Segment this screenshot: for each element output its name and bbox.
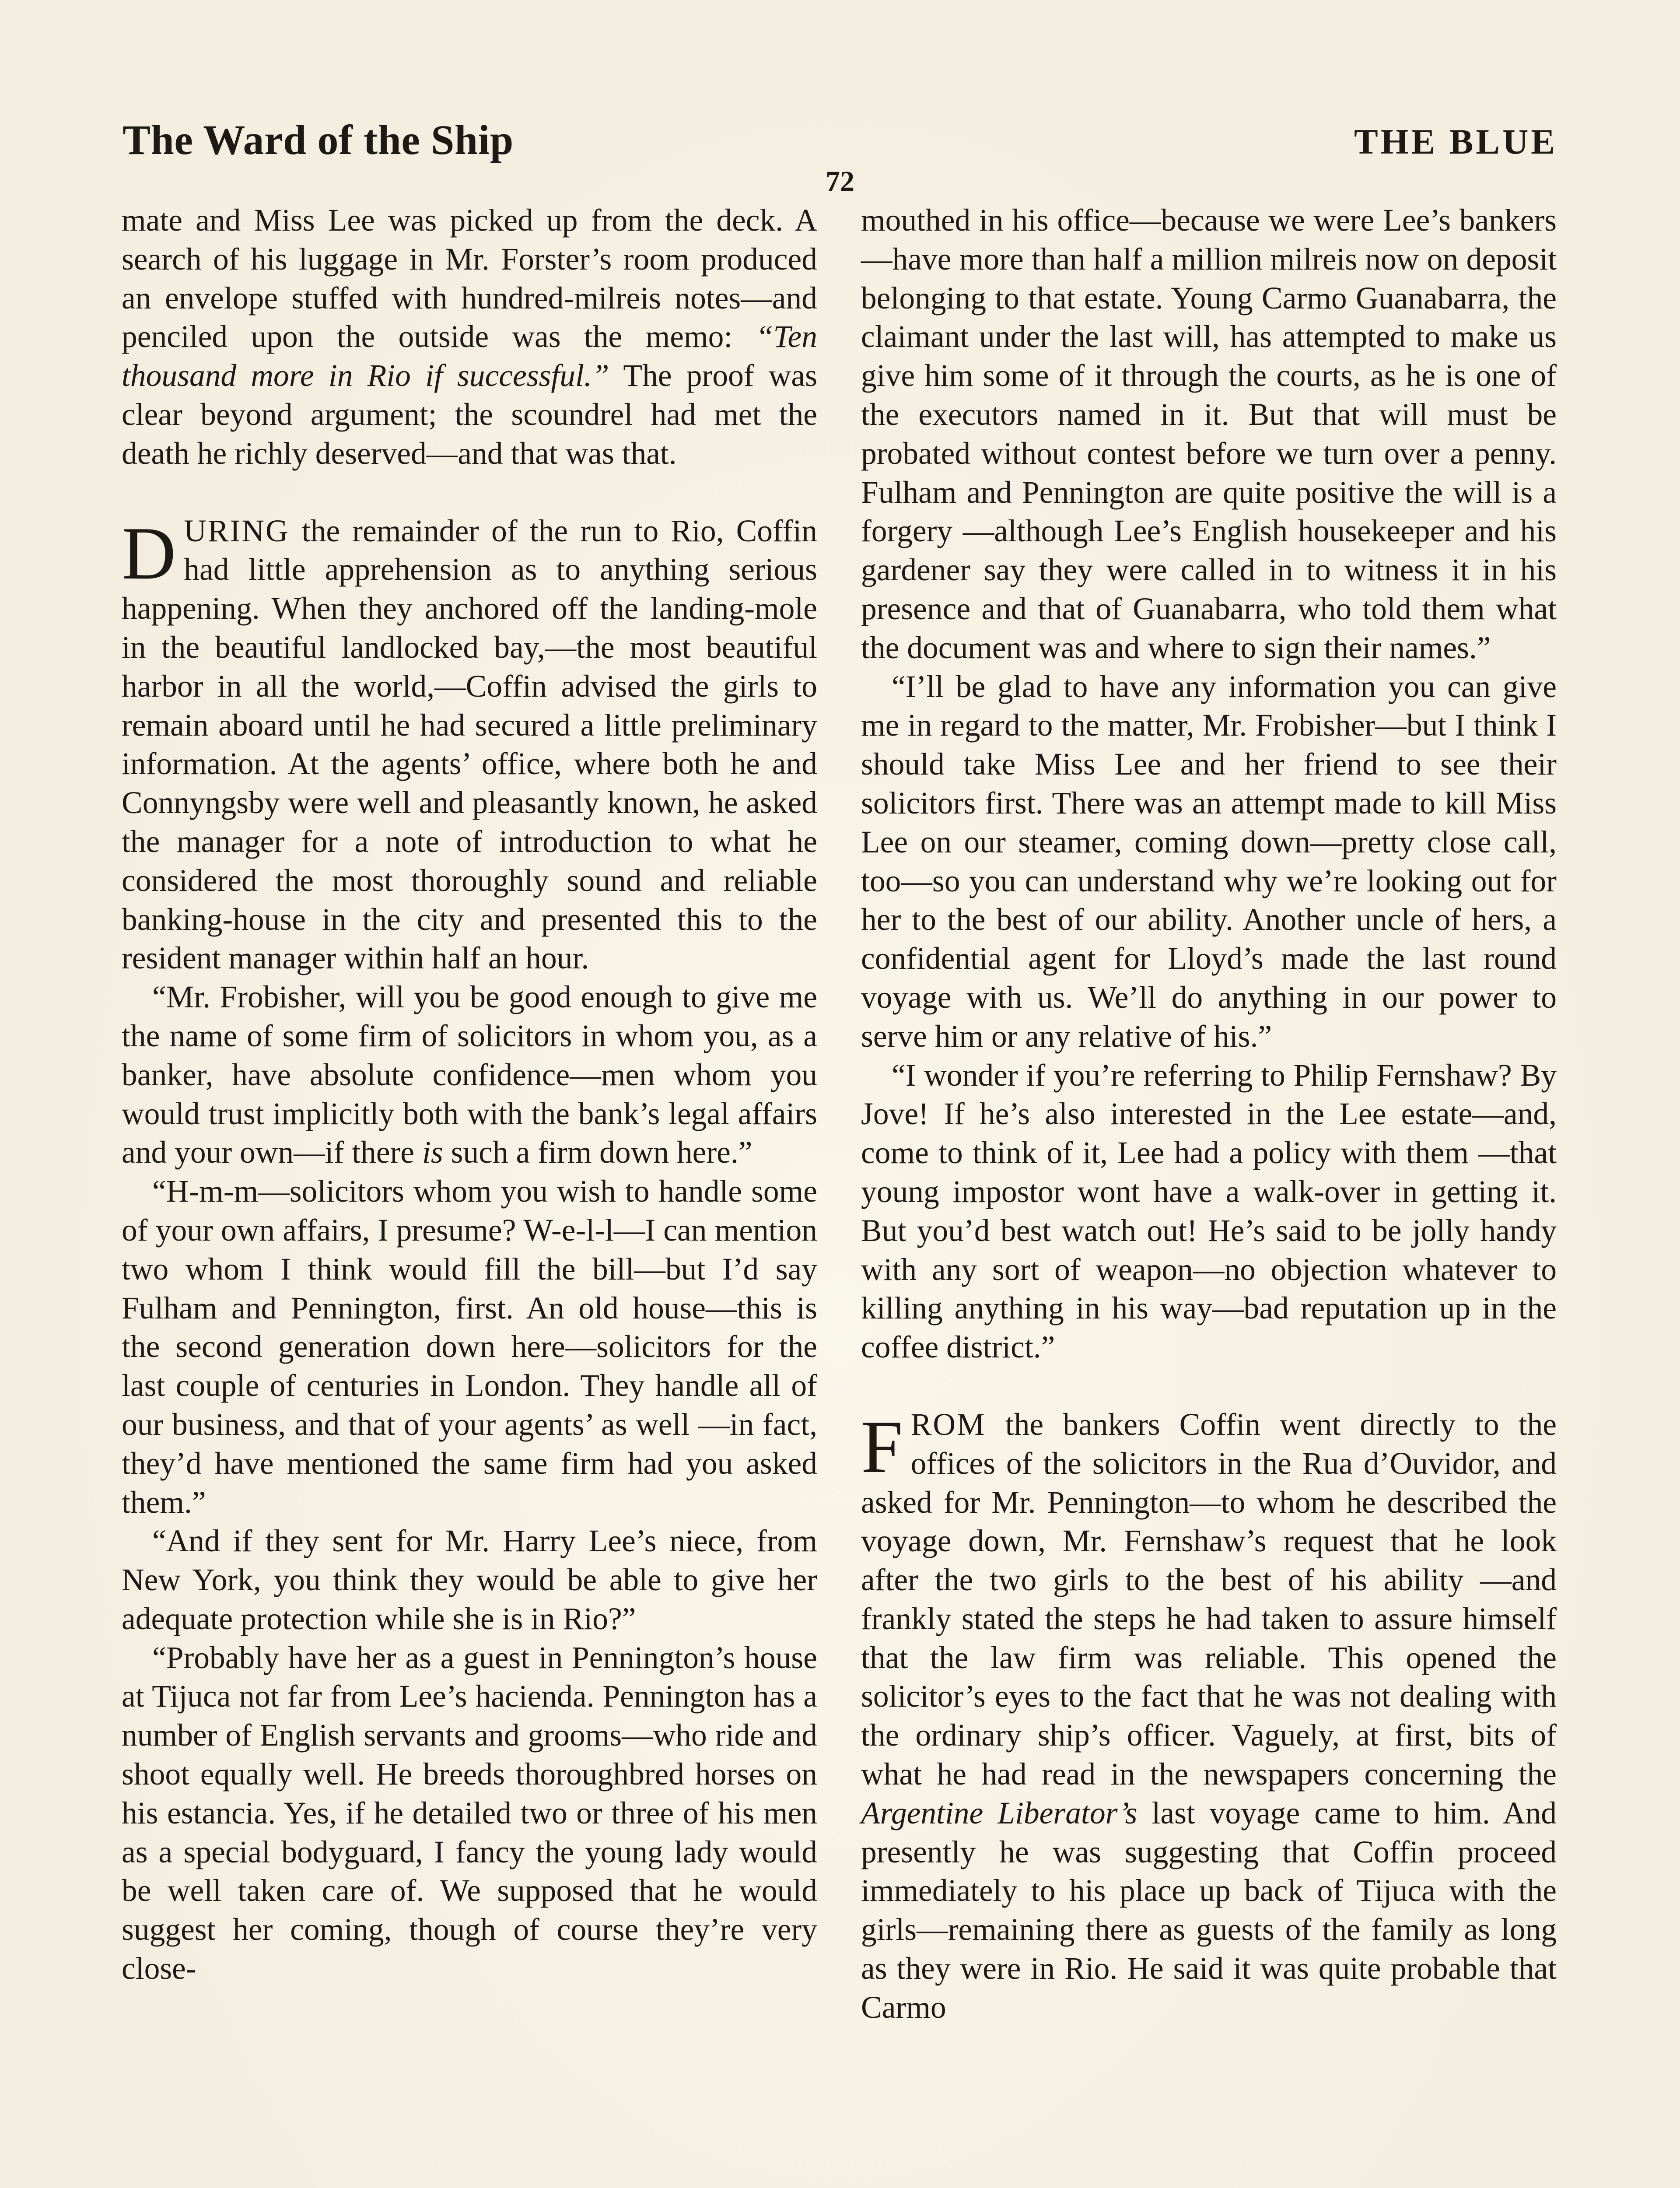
left-column bbox=[122, 201, 817, 1988]
paragraph: mouthed in his office—because we were Lee’s bankers—have more than half a million milreis now on deposit belonging to that estate. Young Carmo Guanabarra, the claimant under the last will, has attempted to make us give him some of it through the courts, as he is one of the executors named in it. But that will must be probated without contest before we turn over a penny. Fulham and Pennington are quite positive the will is a forgery —although Lee’s English housekeeper and his gardener say they were called in to witness it in his presence and that of Guanabarra, who told them what the document was and where to sign their names.” bbox=[861, 203, 1557, 665]
running-head bbox=[122, 112, 1558, 168]
paragraph-text: The proof was clear beyond argument; the scoundrel had met the death he richly deserved—and that was that. bbox=[122, 358, 817, 471]
paragraph-text: “Mr. Frobisher, will you be good enough to give me the name of some firm of solicitors in whom you, as a banker, have absolute confidence—men whom you would trust implicitly both with the bank’s legal affairs and your own—if there bbox=[122, 980, 817, 1170]
paragraph: “And if they sent for Mr. Harry Lee’s niece, from New York, you think they would be able to give her adequate protection while she is in Rio?” bbox=[122, 1524, 817, 1636]
paragraph-text: such a firm down here.” bbox=[451, 1135, 752, 1170]
paragraph bbox=[122, 978, 817, 1172]
magazine-title: THE BLUE bbox=[1354, 122, 1558, 161]
drop-cap: F bbox=[861, 1405, 903, 1489]
paragraph-text: the bankers Coffin went directly to the offices of the solicitors in the Rua d’Ouvidor, and asked for Mr. Pennington—to whom he described the voyage down, Mr. Fernshaw’s request that he look after the two girls to the best of his ability —and frankly stated the steps he had taken to assure himself that the law firm was reliable. This opened the solicitor’s eyes to the fact that he was not dealing with the ordinary ship’s officer. Vaguely, at first, bits of what he had read in the newspapers concerning the bbox=[861, 1407, 1557, 1792]
memo-text: “Ten thousand more in Rio if successful.” bbox=[122, 319, 818, 393]
right-column bbox=[861, 201, 1557, 2027]
paragraph: “Probably have her as a guest in Pennington’s house at Tijuca not far from Lee’s hacienda. Pennington has a number of English servants and grooms—who ride and shoot equally well. He breeds thoroughbred horses on his estancia. Yes, if he detailed two or three of his men as a special bodyguard, I fancy the young lady would be well taken care of. We supposed that he would suggest her coming, though of course they’re very close- bbox=[122, 1640, 817, 1986]
story-title: The Ward of the Ship bbox=[122, 116, 514, 163]
ship-name: Argentine Liberator’s bbox=[861, 1795, 1138, 1830]
paragraph bbox=[122, 201, 817, 473]
lead-word: ROM bbox=[910, 1407, 986, 1442]
paragraph: “I wonder if you’re referring to Philip Fernshaw? By Jove! If he’s also interested in the Lee estate—and, come to think of it, Lee had a policy with them —that young impostor wont have a walk-over in getting it. But you’d best watch out! He’s said to be jolly handy with any sort of weapon—no objection whatever to killing anything in his way—bad reputation up in the coffee district.” bbox=[861, 1058, 1557, 1365]
emphasis-text: is bbox=[422, 1135, 443, 1170]
paragraph-text: last voyage came to him. And presently he was suggesting that Coffin proceed immediately to his place up back of Tijuca with the girls—remaining there as guests of the family as long as they were in Rio. He said it was quite probable that Carmo bbox=[861, 1795, 1557, 2025]
section-paragraph bbox=[122, 512, 817, 978]
lead-word: URING bbox=[184, 513, 290, 548]
paragraph-text: the remainder of the run to Rio, Coffin had little apprehension as to anything serious happening. When they anchored off the landing-mole in the beautiful landlocked bay,—the most beautiful harbor in all the world,—Coffin advised the girls to remain aboard until he had secured a little preliminary information. At the agents’ office, where both he and Connyngsby were well and pleasantly known, he asked the manager for a note of introduction to what he considered the most thoroughly sound and reliable banking-house in the city and presented this to the resident manager within half an hour. bbox=[122, 513, 817, 976]
paragraph-text: mate and Miss Lee was picked up from the deck. A search of his luggage in Mr. Forster’s room produced an envelope stuffed with hundred-milreis notes—and penciled upon the outside was the memo: bbox=[122, 203, 817, 354]
page-number: 72 bbox=[826, 165, 854, 197]
section-paragraph bbox=[861, 1406, 1557, 2027]
paragraph: “H-m-m—solicitors whom you wish to handle some of your own affairs, I presume? W-e-l-l—I can mention two whom I think would fill the bill—but I’d say Fulham and Pennington, first. An old house—this is the second generation down here—solicitors for the last couple of centuries in London. They handle all of our business, and that of your agents’ as well —in fact, they’d have mentioned the same firm had you asked them.” bbox=[122, 1174, 817, 1520]
paragraph: “I’ll be glad to have any information you can give me in regard to the matter, Mr. Frobisher—but I think I should take Miss Lee and her friend to see their solicitors first. There was an attempt made to kill Miss Lee on our steamer, coming down—pretty close call, too—so you can understand why we’re looking out for her to the best of our ability. Another uncle of hers, a confidential agent for Lloyd’s made the last round voyage with us. We’ll do anything in our power to serve him or any relative of his.” bbox=[861, 669, 1557, 1054]
drop-cap: D bbox=[122, 512, 176, 595]
